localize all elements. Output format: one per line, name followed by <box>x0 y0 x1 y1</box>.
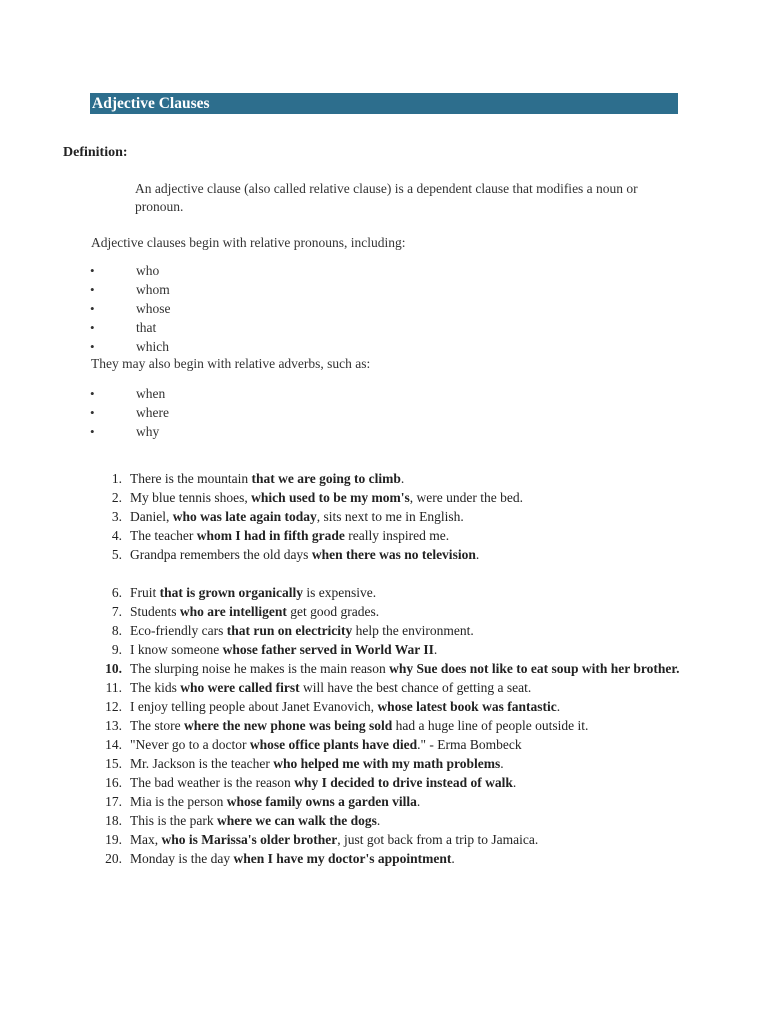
example-text-end: . <box>433 642 438 657</box>
example-sentence <box>130 755 690 772</box>
example-sentence <box>130 831 690 848</box>
bullet-icon: • <box>90 263 95 278</box>
example-item <box>90 698 690 715</box>
adjective-clause: that we are going to climb <box>251 471 401 486</box>
example-item <box>90 603 690 620</box>
example-item <box>90 584 690 601</box>
example-number: 18. <box>105 813 122 828</box>
example-number: 5. <box>111 547 122 562</box>
example-text: I enjoy telling people about Janet Evanovich, <box>130 699 378 714</box>
adjective-clause: when I have my doctor's appointment <box>233 851 452 866</box>
example-item <box>90 812 690 829</box>
example-text: Daniel, <box>130 509 173 524</box>
example-text-end: ." - Erma Bombeck <box>417 737 522 752</box>
adjective-clause: who were called first <box>180 680 300 695</box>
example-text-end: will have the best chance of getting a seat. <box>299 680 532 695</box>
example-text: The slurping noise he makes is the main reason <box>130 661 390 676</box>
adjective-clause: whom I had in fifth grade <box>196 528 345 543</box>
example-sentence <box>130 698 690 715</box>
example-number: 3. <box>111 509 122 524</box>
example-text: Fruit <box>130 585 160 600</box>
examples-list <box>90 470 690 867</box>
example-item <box>90 679 690 696</box>
example-item <box>90 793 690 810</box>
adjective-clause: where the new phone was being sold <box>183 718 393 733</box>
example-text: The store <box>130 718 184 733</box>
adjective-clause: whose father served in World War II <box>222 642 434 657</box>
bullet-icon: • <box>90 339 95 354</box>
example-text-end: had a huge line of people outside it. <box>392 718 589 733</box>
example-item <box>90 641 690 658</box>
example-text-end: , were under the bed. <box>409 490 523 505</box>
adjective-clause: where we can walk the dogs <box>217 813 377 828</box>
example-number: 11. <box>105 680 122 695</box>
example-text-end: . <box>400 471 405 486</box>
example-text: Eco-friendly cars <box>130 623 227 638</box>
example-text-end: is expensive. <box>303 585 377 600</box>
adjective-clause: whose family owns a garden villa <box>226 794 417 809</box>
example-item <box>90 755 690 772</box>
example-text: The bad weather is the reason <box>130 775 295 790</box>
example-text: I know someone <box>130 642 223 657</box>
bullet-icon: • <box>90 320 95 335</box>
example-number: 20. <box>105 851 122 866</box>
section-title: Adjective Clauses <box>90 93 678 114</box>
example-text: The teacher <box>130 528 197 543</box>
example-text-end: . <box>376 813 381 828</box>
example-item <box>90 774 690 791</box>
example-item <box>90 489 690 506</box>
example-item <box>90 622 690 639</box>
example-sentence <box>130 641 690 658</box>
adjective-clause: who is Marissa's older brother <box>161 832 338 847</box>
example-sentence <box>130 508 690 525</box>
example-item <box>90 527 690 544</box>
example-number: 12. <box>105 699 122 714</box>
adjective-clause: when there was no television <box>311 547 476 562</box>
adjective-clause: which used to be my mom's <box>251 490 410 505</box>
example-text: Monday is the day <box>130 851 234 866</box>
adjective-clause: who was late again today <box>172 509 317 524</box>
example-sentence <box>130 546 690 563</box>
bullet-icon: • <box>90 405 95 420</box>
example-sentence <box>130 527 690 544</box>
example-number: 8. <box>111 623 122 638</box>
example-sentence <box>130 622 690 639</box>
bullet-icon: • <box>90 424 95 439</box>
example-item <box>90 831 690 848</box>
example-item <box>90 717 690 734</box>
example-number: 13. <box>105 718 122 733</box>
pronouns-intro: Adjective clauses begin with relative pronouns, including: <box>91 235 406 250</box>
example-sentence <box>130 774 690 791</box>
example-sentence <box>130 603 690 620</box>
example-sentence <box>130 717 690 734</box>
adjective-clause: who helped me with my math problems <box>273 756 501 771</box>
example-text-end: get good grades. <box>286 604 380 619</box>
example-number: 16. <box>105 775 122 790</box>
bullet-icon: • <box>90 386 95 401</box>
example-item <box>90 850 690 867</box>
adjective-clause: why I decided to drive instead of walk <box>294 775 513 790</box>
example-sentence <box>130 793 690 810</box>
example-text-end: , just got back from a trip to Jamaica. <box>337 832 539 847</box>
example-text: The kids <box>130 680 181 695</box>
example-item <box>90 546 690 563</box>
example-text: There is the mountain <box>130 471 252 486</box>
example-text: Students <box>130 604 180 619</box>
adverbs-intro: They may also begin with relative adverbs, such as: <box>91 356 371 371</box>
example-text: Grandpa remembers the old days <box>130 547 312 562</box>
example-text: Mia is the person <box>130 794 227 809</box>
example-item <box>90 660 690 677</box>
example-text-end: . <box>475 547 480 562</box>
example-item <box>90 736 690 753</box>
example-number: 9. <box>111 642 122 657</box>
adjective-clause: why Sue does not like to eat soup with her brother. <box>389 661 680 676</box>
example-text-end: really inspired me. <box>344 528 450 543</box>
example-number: 10. <box>105 661 122 676</box>
definition-text: An adjective clause (also called relative clause) is a dependent clause that modifies a noun or pronoun. <box>135 181 638 214</box>
example-number: 1. <box>111 471 122 486</box>
example-text: This is the park <box>130 813 217 828</box>
adjective-clause: who are intelligent <box>179 604 287 619</box>
example-number: 15. <box>105 756 122 771</box>
example-item <box>90 470 690 487</box>
example-sentence <box>130 489 690 506</box>
example-sentence <box>130 660 690 677</box>
example-number: 6. <box>111 585 122 600</box>
example-sentence <box>130 812 690 829</box>
example-number: 4. <box>111 528 122 543</box>
example-text-end: . <box>556 699 561 714</box>
example-text-end: . <box>512 775 517 790</box>
example-sentence <box>130 470 690 487</box>
example-text: "Never go to a doctor <box>130 737 250 752</box>
example-sentence <box>130 736 690 753</box>
adjective-clause: whose latest book was fantastic <box>377 699 557 714</box>
example-text-end: help the environment. <box>352 623 474 638</box>
definition-label: Definition: <box>63 145 128 160</box>
example-text-end: . <box>500 756 504 771</box>
adjective-clause: that is grown organically <box>159 585 304 600</box>
bullet-icon: • <box>90 282 95 297</box>
example-text-end: . <box>451 851 455 866</box>
adjective-clause: whose office plants have died <box>249 737 418 752</box>
example-sentence <box>130 584 690 601</box>
example-text: My blue tennis shoes, <box>130 490 252 505</box>
example-number: 14. <box>105 737 122 752</box>
example-text-end: . <box>416 794 421 809</box>
example-sentence <box>130 679 690 696</box>
adjective-clause: that run on electricity <box>226 623 353 638</box>
example-number: 17. <box>105 794 122 809</box>
example-item <box>90 508 690 525</box>
example-text-end: , sits next to me in English. <box>316 509 464 524</box>
example-number: 2. <box>111 490 122 505</box>
example-sentence <box>130 850 690 867</box>
example-text: Mr. Jackson is the teacher <box>130 756 274 771</box>
example-number: 19. <box>105 832 122 847</box>
example-number: 7. <box>111 604 122 619</box>
example-text: Max, <box>130 832 162 847</box>
bullet-icon: • <box>90 301 95 316</box>
